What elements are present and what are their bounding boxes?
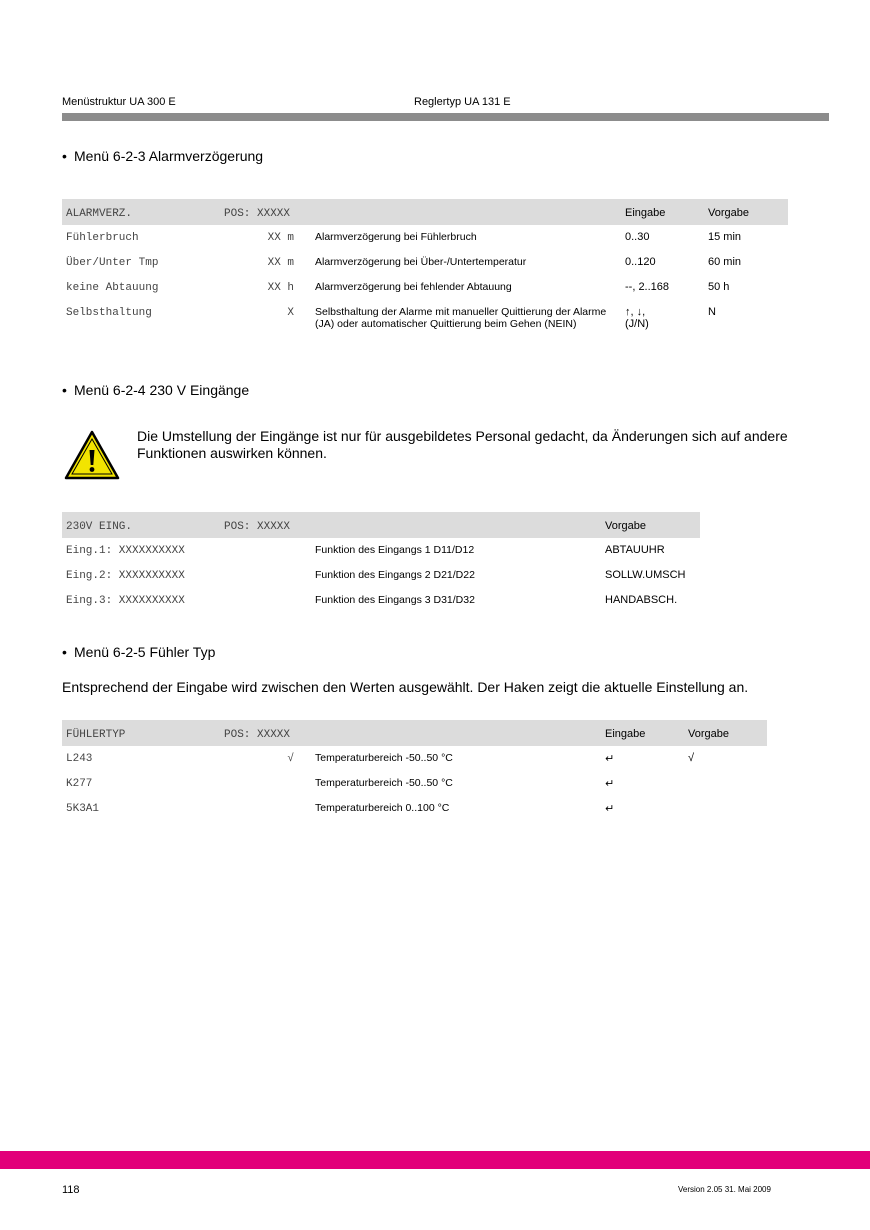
row-description: Selbsthaltung der Alarme mit manueller Quittierung der Alarme (JA) oder automatischer Quittierung beim Gehen (NEIN) — [315, 306, 607, 330]
row-default: SOLLW.UMSCH — [605, 569, 686, 581]
header-default: Vorgabe — [708, 207, 749, 219]
row-name: Selbsthaltung — [66, 307, 152, 319]
bullet: • — [62, 148, 67, 164]
row-name: Eing.1: XXXXXXXXXX — [66, 545, 185, 557]
row-description: Alarmverzögerung bei Fühlerbruch — [315, 231, 477, 243]
row-input: ↵ — [605, 753, 615, 765]
row-name: 5K3A1 — [66, 803, 100, 815]
section-title-sensor-type — [62, 644, 215, 660]
row-input-line: (J/N) — [625, 318, 649, 330]
table-row — [62, 300, 788, 344]
footer-accent-bar — [0, 1151, 870, 1169]
row-default: 15 min — [708, 231, 742, 243]
row-input: --, 2..168 — [625, 281, 670, 293]
table-header-row — [62, 199, 788, 225]
row-default: HANDABSCH. — [605, 594, 678, 606]
row-description: Temperaturbereich -50..50 °C — [315, 777, 453, 789]
header-input: Eingabe — [625, 207, 666, 219]
header-position: POS: XXXXX — [224, 521, 291, 533]
row-default: ABTAUUHR — [605, 544, 665, 556]
row-description: Funktion des Eingangs 3 D31/D32 — [315, 594, 475, 606]
table-header-row — [62, 512, 700, 538]
sensor-type-table — [62, 720, 767, 821]
version-info: Version 2.05 31. Mai 2009 — [678, 1185, 771, 1194]
row-name: K277 — [66, 778, 93, 790]
row-description: Alarmverzögerung bei Über-/Untertemperatur — [315, 256, 527, 268]
header-controller-type: Reglertyp UA 131 E — [414, 96, 511, 108]
table-row — [62, 250, 788, 275]
table-row — [62, 771, 767, 796]
row-input: ↵ — [605, 778, 615, 790]
table-row — [62, 538, 700, 563]
header-divider-bar — [62, 113, 829, 121]
header-position: POS: XXXXX — [224, 729, 291, 741]
input-230v-table — [62, 512, 700, 613]
header-position: POS: XXXXX — [224, 208, 291, 220]
row-value: XX m — [267, 257, 294, 269]
table-row — [62, 746, 767, 771]
row-name: Eing.2: XXXXXXXXXX — [66, 570, 185, 582]
row-default: 60 min — [708, 256, 742, 268]
header-document-title: Menüstruktur UA 300 E — [62, 96, 176, 108]
header-default: Vorgabe — [605, 520, 646, 532]
table-row — [62, 275, 788, 300]
warning-icon — [64, 430, 120, 480]
row-value: XX h — [267, 282, 294, 294]
row-name: Fühlerbruch — [66, 232, 139, 244]
row-description: Funktion des Eingangs 2 D21/D22 — [315, 569, 475, 581]
row-default: N — [708, 306, 716, 318]
row-description: Temperaturbereich -50..50 °C — [315, 752, 453, 764]
row-value: X — [287, 307, 294, 319]
row-input — [625, 306, 649, 330]
row-default: √ — [688, 752, 695, 764]
row-input: 0..30 — [625, 231, 650, 243]
row-selected-check: √ — [287, 753, 294, 765]
section-title-alarm-delay — [62, 148, 263, 164]
row-value: XX m — [267, 232, 294, 244]
section-title-text: Menü 6-2-5 Fühler Typ — [74, 644, 216, 660]
header-menu-name: 230V EING. — [66, 521, 133, 533]
header-input: Eingabe — [605, 728, 646, 740]
row-input: ↵ — [605, 803, 615, 815]
table-row — [62, 563, 700, 588]
row-input-line: ↑, ↓, — [625, 306, 646, 318]
page-number: 118 — [62, 1184, 80, 1196]
warning-message: Die Umstellung der Eingänge ist nur für ausgebildetes Personal gedacht, da Änderungen sich auf andere Funktionen auswirken können. — [137, 428, 788, 461]
table-row — [62, 225, 788, 250]
row-description: Funktion des Eingangs 1 D11/D12 — [315, 544, 475, 556]
alarm-delay-table — [62, 199, 788, 344]
row-name: Über/Unter Tmp — [66, 257, 159, 269]
table-row — [62, 588, 700, 613]
row-description: Alarmverzögerung bei fehlender Abtauung — [315, 281, 512, 293]
header-default: Vorgabe — [688, 728, 729, 740]
row-input: 0..120 — [625, 256, 656, 268]
bullet: • — [62, 644, 67, 660]
section-title-230v-inputs — [62, 382, 249, 398]
row-name: Eing.3: XXXXXXXXXX — [66, 595, 185, 607]
row-default: 50 h — [708, 281, 730, 293]
table-header-row — [62, 720, 767, 746]
header-menu-name: FÜHLERTYP — [66, 729, 126, 741]
section-title-text: Menü 6-2-3 Alarmverzögerung — [74, 148, 264, 164]
row-name: keine Abtauung — [66, 282, 159, 294]
row-description: Temperaturbereich 0..100 °C — [315, 802, 450, 814]
header-menu-name: ALARMVERZ. — [66, 208, 133, 220]
table-row — [62, 796, 767, 821]
row-name: L243 — [66, 753, 93, 765]
section-title-text: Menü 6-2-4 230 V Eingänge — [74, 382, 250, 398]
sensor-type-description: Entsprechend der Eingabe wird zwischen den Werten ausgewählt. Der Haken zeigt die aktuelle Einstellung an. — [62, 679, 749, 695]
bullet: • — [62, 382, 67, 398]
